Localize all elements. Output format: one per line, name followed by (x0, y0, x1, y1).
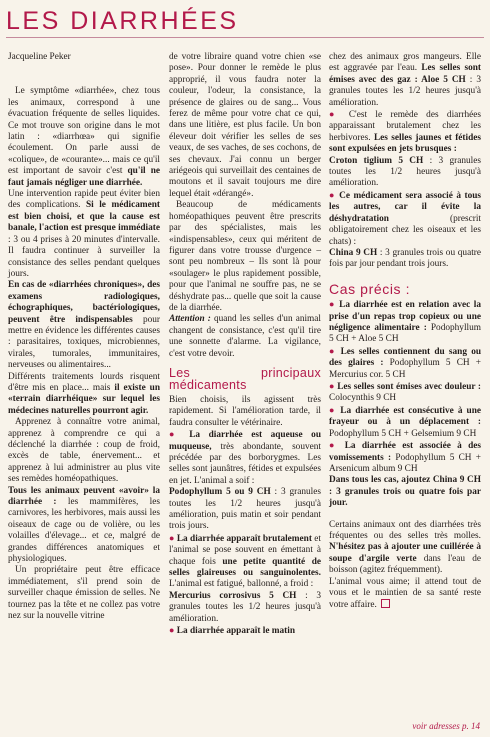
paragraph (329, 109, 481, 156)
bold-text: Dans tous les cas, ajoutez China 9 CH : 3 granules trois ou quatre fois par jour. (329, 475, 481, 509)
bold-text: La diarrhée est consécutive à une frayeur ou à un déplacement : (329, 405, 482, 428)
bold-text: La diarrhée est associée à des vomissements : (329, 441, 481, 463)
text: : 3 granules trois ou quatre fois par jour pendant trois jours. (329, 247, 481, 270)
section-heading: Cas précis : (329, 280, 411, 297)
end-of-article-icon (381, 599, 390, 608)
bold-text: Ce médicament sera associé à tous les autres, car il évite la déshydratation (329, 190, 482, 224)
paragraph (329, 52, 481, 109)
bold-text: La diarrhée apparaît brutalement (176, 533, 312, 544)
text: Différents traitements lourds risquent d'être mis en place... mais (8, 371, 160, 393)
text: : 3 granules toutes les 1/2 heures jusqu'à amélioration, puis matin et soir pendant trois jours. (169, 487, 321, 532)
bold-text: Les selles contiennent du sang ou des glaires : (329, 346, 482, 369)
bullet-icon: ● (169, 625, 175, 636)
text: Colocynthis 9 CH (329, 393, 397, 404)
text: chez des animaux gros mangeurs. Elle est aggravée par l'eau. (329, 52, 481, 74)
bold-text: N'hésitez pas à ajouter une cuillérée à soupe d'argile verte (329, 542, 481, 564)
bold-text: Les selles sont émises avec douleur : (337, 382, 481, 393)
list-item (329, 440, 481, 475)
column-2 (169, 52, 321, 638)
bullet-icon: ● (329, 381, 335, 392)
paragraph: Un propriétaire peut être efficace immédiatement, s'il prend soin de surveiller chaque émission de selles. Ne tournez pas la tête et ne collez pas votre nez sur la nouvelle vitrine (8, 565, 160, 622)
text: les mammifères, les carnivores, les herbivores, mais aussi les oiseaux de cage ou de volière, ou les volailles d'élevage... et ce, malgré de grandes différences anatomiques et physiologiques. (8, 497, 161, 565)
text: Podophyllum 5 CH + Gelsemium 9 CH (329, 428, 477, 439)
bold-text: Les selles jaunes et fétides sont expulsées en jets brusques : (329, 132, 482, 155)
list-item (329, 475, 481, 509)
paragraph (329, 248, 481, 271)
column-3 (329, 52, 481, 612)
paragraph (8, 486, 160, 566)
paragraph: Beaucoup de médicaments homéopathiques peuvent être prescrits par des spécialistes, mais les «indispensables», ceux qui méritent de figurer dans votre trousse d'urgence – sont peu nombreux – Ils sont là pour «soulager» le plus rapidement possible, pour que l'animal ne souffre pas, ne se déshydrate pas... quelle que soit la cause de la diarrhée. (169, 200, 321, 313)
article-title: LES DIARRHÉES (6, 7, 239, 35)
text: Certains animaux ont des diarrhées très fréquentes ou des selles très molles. (329, 519, 481, 541)
list-item (329, 346, 481, 381)
spacer (329, 510, 481, 520)
paragraph (329, 520, 481, 577)
paragraph: de votre libraire quand votre chien «se pose». Pour donner le remède le plus approprié, il vous faudra noter la couleur, l'odeur, la consistance, la présence de glaires ou de sang... Vous ferez de même pour votre chat ce qui, dans une litière, est plus facile. Un bon éleveur doit vérifier les selles de ses veaux, de ses vaches, de ses cochons, de ses chevaux. J'ai connu un berger ariégeois qui surveillait des centaines de moutons et il savait toujours me dire lequel était «dérangé». (169, 52, 321, 199)
paragraph (329, 156, 481, 190)
text: Podophyllum 5 CH + Mercurius cor. 5 CH (329, 358, 481, 380)
bullet-icon: ● (329, 440, 339, 451)
paragraph (169, 533, 321, 591)
paragraph: Bien choisis, ils agissent très rapidement. Si l'amélioration tarde, il faudra consulter le vétérinaire. (169, 394, 321, 428)
list-item (329, 405, 481, 440)
bold-text: La diarrhée est en relation avec la prise d'un repas trop copieux ou une négligence alimentaire : (329, 300, 481, 334)
paragraph (169, 314, 321, 360)
bold-text: En cas de «diarrhées chroniques», des examens radiologiques, échographiques, bactériologiques, peuvent être indispensables (8, 280, 160, 325)
paragraph (169, 591, 321, 625)
paragraph (8, 86, 160, 189)
remedy-name: China 9 CH (329, 247, 378, 258)
paragraph (8, 372, 160, 418)
bold-italic-text: Attention : (169, 314, 211, 325)
text: C'est le remède des diarrhées apparaissant brutalement chez les herbivores. (329, 110, 482, 143)
list-item (329, 299, 481, 346)
text: pour mettre en évidence les différentes causes : parasitaires, toxiques, microbiennes, virales, tumorales, immunitaires, nerveuses ou alimentaires... (8, 314, 160, 371)
bold-text: il existe un «terrain diarrhéique» sur lequel les médecines naturelles pourront agir. (8, 382, 160, 416)
text: Une intervention rapide peut éviter bien des complications. (8, 189, 160, 211)
text: : 3 ou 4 prises à 20 minutes d'intervalle. Il faudra continuer à surveiller la consistance des selles pendant quelques jours. (8, 234, 160, 279)
bold-text: une petite quantité de selles glaireuses ou sanguinolentes. (169, 556, 322, 579)
list-item (329, 381, 481, 405)
bold-text: La diarrhée apparaît le matin (176, 626, 296, 637)
text: quand les selles d'un animal changent de consistance, c'est qu'il tire une sonnette d'alarme. La vigilance, c'est votre devoir. (169, 314, 321, 359)
text: très abondante, souvent précédée par des borborygmes. Les selles sont jaunâtres, fétides et expulsées en jet. L'animal a soif : (169, 441, 321, 486)
bullet-icon: ● (169, 532, 175, 543)
column-1 (8, 52, 160, 623)
bold-text: Tous les animaux peuvent «avoir» la diarrhée : (8, 485, 160, 508)
text: et l'animal se pose souvent en émettant à chaque fois (169, 533, 322, 567)
bullet-icon: ● (329, 109, 341, 120)
section-heading: Les principaux médicaments (169, 365, 321, 393)
paragraph (329, 577, 481, 612)
text: Podophyllum 5 CH + Aloe 5 CH (329, 323, 481, 345)
text: (prescrit obligatoirement chez les oiseaux et les chats) : (329, 213, 481, 247)
author-name: Jacqueline Peker (8, 52, 71, 62)
bullet-icon: ● (329, 345, 337, 356)
paragraph: Apprenez à connaître votre animal, apprenez à comprendre ce qui a déclenché la diarrhée : coup de froid, excès de table, énervement... et apprenez à lui administrer au plus vite ses remèdes homéopathiques. (8, 417, 160, 485)
text: Le symptôme «diarrhée», chez tous les animaux, correspond à une évacuation fréquente de selles liquides. Ce mot trouve son origine dans le mot latin : «diarrhœa» qui signifie écoulement. On parle aussi de «colique», de «courante»... mais ce qu'il est important de savoir c'est (8, 86, 160, 177)
text: : 3 granules toutes les 1/2 heures jusqu'à amélioration. (329, 155, 481, 189)
paragraph (8, 280, 160, 371)
text: Podophyllum 5 CH + Arsenicum album 9 CH (329, 452, 481, 474)
text: : 3 granules toutes les 1/2 heures jusqu'à amélioration. (169, 590, 321, 624)
text: L'animal vous aime; il attend tout de vous et le maintien de sa santé reste votre affaire. (329, 576, 481, 611)
bullet-icon: ● (329, 404, 337, 415)
bullet-icon: ● (329, 299, 336, 310)
remedy-name: Mercurius corrosivus 5 CH (169, 590, 297, 601)
bold-text: Les selles sont émises avec des gaz : Aloe 5 CH (329, 63, 481, 85)
text: dans l'eau de boisson (agitez fréquemment). (329, 553, 481, 576)
text: L'animal est fatigué, ballonné, a froid : (169, 579, 314, 590)
footer-reference: voir adresses p. 14 (412, 721, 480, 731)
title-divider (6, 37, 484, 38)
text: : 3 granules toutes les 1/2 heures jusqu'à amélioration. (329, 74, 481, 108)
bullet-icon: ● (169, 429, 181, 440)
paragraph (169, 625, 321, 637)
paragraph (329, 190, 481, 248)
remedy-name: Croton tiglium 5 CH (329, 155, 424, 166)
bullet-icon: ● (329, 189, 336, 200)
bold-text: Si le médicament est bien choisi, et que la cause est banale, l'action est presque immédiate (8, 200, 160, 234)
bold-text: La diarrhée est aqueuse ou muqueuse, (169, 430, 321, 452)
paragraph (169, 429, 321, 487)
remedy-name: Podophyllum 5 ou 9 CH (169, 487, 271, 498)
bold-text: qu'il ne faut jamais négliger une diarrhée. (8, 166, 160, 188)
paragraph (8, 189, 160, 280)
paragraph (169, 487, 321, 533)
